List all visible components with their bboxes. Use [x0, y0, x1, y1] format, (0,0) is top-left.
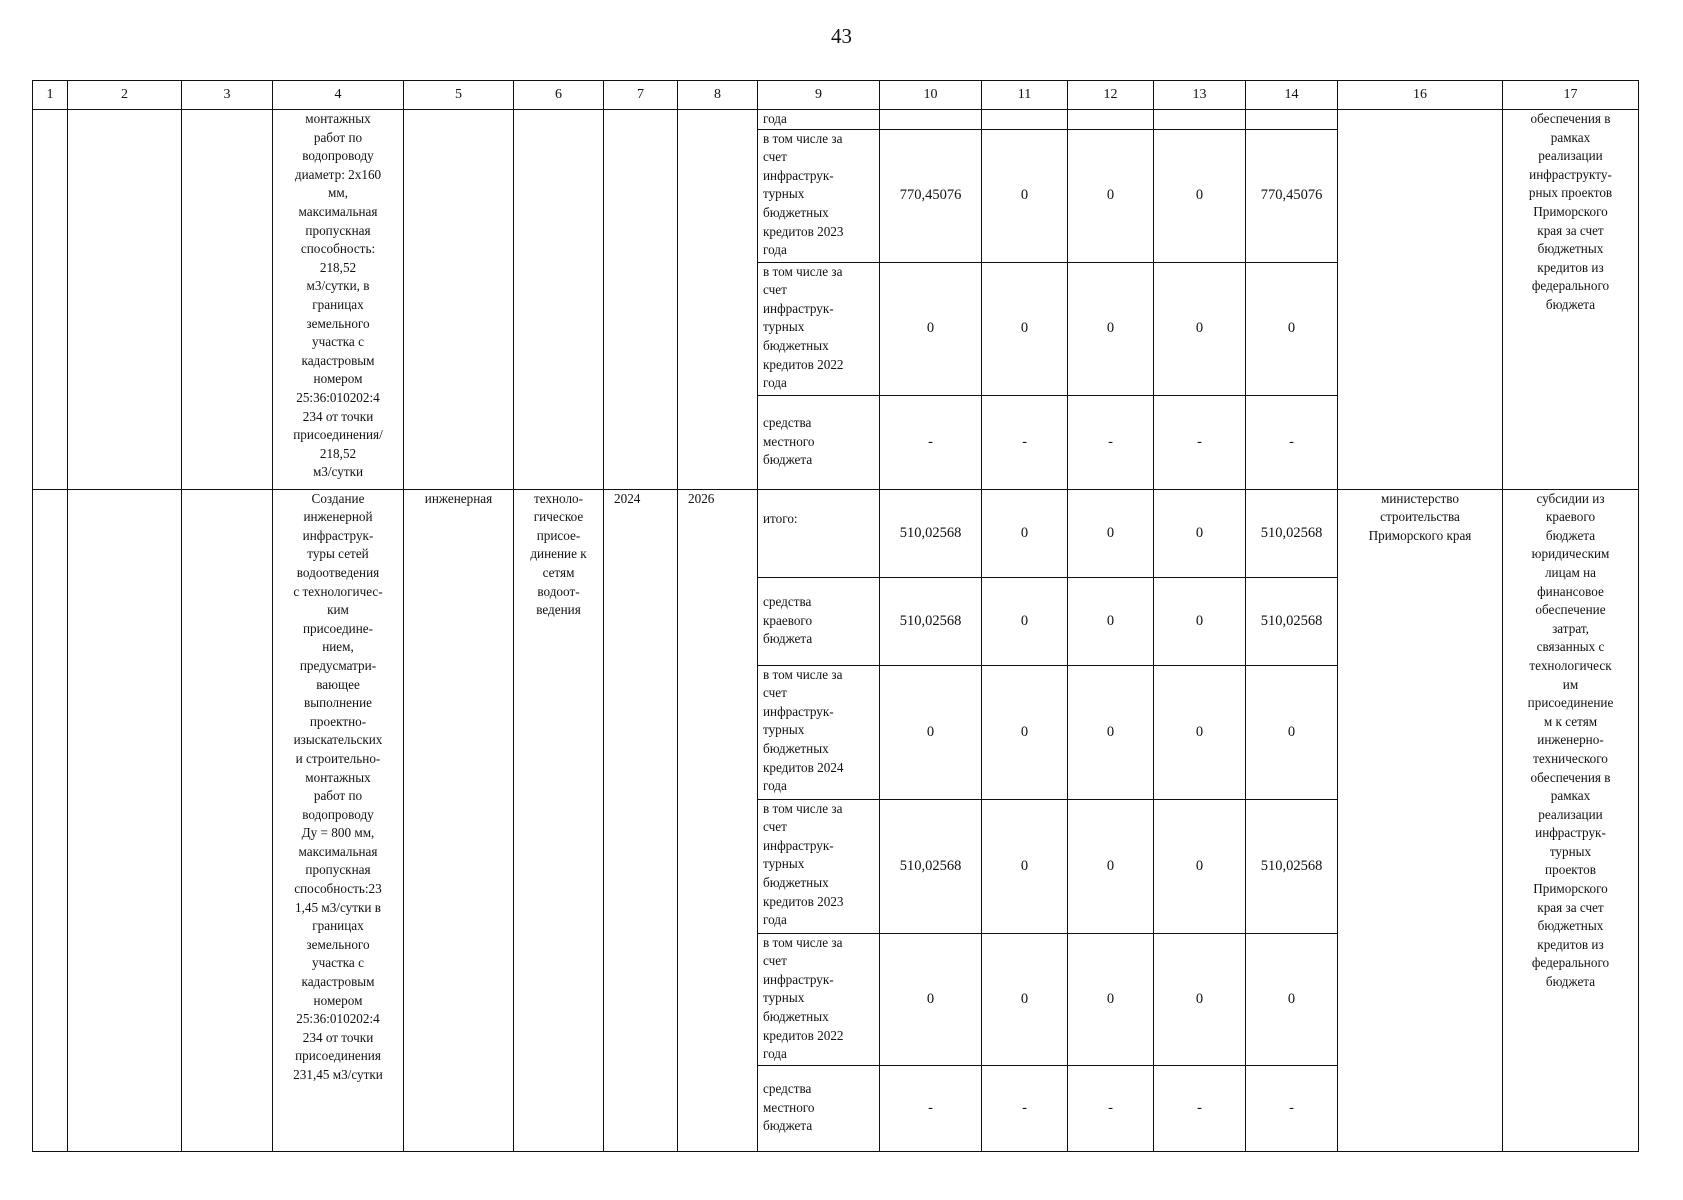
value-cell: - [1068, 1065, 1154, 1151]
value-cell: 0 [1154, 489, 1246, 577]
value-cell [1154, 110, 1246, 130]
funding-source-label: средства местного бюджета [758, 1065, 880, 1151]
year-start: 2024 [604, 489, 678, 1151]
value-cell [1068, 110, 1154, 130]
object-description: Создание инженерной инфраструк- туры сетей водоотведения с технологичес- ким присоедине- нием, предусматри- вающее выполнение проектно- изыскательских и строительно- монтажных работ по водопроводу Ду = 800 мм, максимальная пропускная способность:23 1,45 м3/сутки в границах земельного участка с кадастровым номером 25:36:010202:4 234 от точки присоединения 231,45 м3/сутки [273, 489, 404, 1151]
col2-cell [68, 110, 182, 490]
value-cell: - [982, 395, 1068, 489]
header-cell: 2 [68, 81, 182, 110]
header-cell: 3 [182, 81, 273, 110]
value-cell: 0 [880, 933, 982, 1065]
value-cell: 510,02568 [1246, 799, 1338, 933]
header-row [33, 81, 1639, 110]
funding-source-label: средства краевого бюджета [758, 577, 880, 665]
value-cell: 0 [1068, 665, 1154, 799]
value-cell: 510,02568 [880, 489, 982, 577]
value-cell: 0 [1154, 665, 1246, 799]
table-row [33, 110, 1639, 130]
funding-source-label: в том числе за счет инфраструк- турных бюджетных кредитов 2022 года [758, 262, 880, 395]
funding-source-label: итого: [758, 489, 880, 577]
object-type: инженерная [404, 489, 514, 1151]
funding-source-label: в том числе за счет инфраструк- турных бюджетных кредитов 2024 года [758, 665, 880, 799]
header-cell: 16 [1338, 81, 1503, 110]
header-cell: 10 [880, 81, 982, 110]
header-cell: 1 [33, 81, 68, 110]
header-cell: 12 [1068, 81, 1154, 110]
value-cell: 0 [1154, 799, 1246, 933]
value-cell: 0 [880, 665, 982, 799]
value-cell: 0 [982, 933, 1068, 1065]
purpose-description: обеспечения в рамках реализации инфраструкту- рных проектов Приморского края за счет бюджетных кредитов из федерального бюджета [1503, 110, 1639, 490]
col3-cell [182, 110, 273, 490]
header-cell: 11 [982, 81, 1068, 110]
value-cell: 0 [1154, 577, 1246, 665]
value-cell: 0 [982, 262, 1068, 395]
header-cell: 14 [1246, 81, 1338, 110]
value-cell: 0 [1068, 933, 1154, 1065]
value-cell: 770,45076 [1246, 129, 1338, 262]
header-cell: 7 [604, 81, 678, 110]
object-kind [514, 110, 604, 490]
value-cell: 0 [1068, 799, 1154, 933]
value-cell: - [880, 1065, 982, 1151]
value-cell: 0 [1154, 262, 1246, 395]
value-cell [880, 110, 982, 130]
value-cell: 0 [1068, 129, 1154, 262]
value-cell: 0 [1246, 262, 1338, 395]
funding-source-label: года [758, 110, 880, 130]
value-cell: 0 [1068, 262, 1154, 395]
year-end: 2026 [678, 489, 758, 1151]
page-number: 43 [831, 24, 852, 48]
value-cell: 770,45076 [880, 129, 982, 262]
object-description: монтажных работ по водопроводу диаметр: 2х160 мм, максимальная пропускная способность: 218,52 м3/сутки, в границах земельного участка с кадастровым номером 25:36:010202:4 234 от точки присоединения/ 218,52 м3/сутки [273, 110, 404, 490]
funding-source-label: средства местного бюджета [758, 395, 880, 489]
value-cell: 0 [982, 799, 1068, 933]
value-cell: - [1154, 1065, 1246, 1151]
value-cell: 0 [1154, 129, 1246, 262]
header-cell: 5 [404, 81, 514, 110]
purpose-description: субсидии из краевого бюджета юридическим лицам на финансовое обеспечение затрат, связанных с технологическ им присоединение м к сетям инженерно- технического обеспечения в рамках реализации инфраструк- турных проектов Приморского края за счет бюджетных кредитов из федерального бюджета [1503, 489, 1639, 1151]
value-cell: - [1246, 1065, 1338, 1151]
value-cell: - [982, 1065, 1068, 1151]
funding-source-label: в том числе за счет инфраструк- турных бюджетных кредитов 2023 года [758, 799, 880, 933]
value-cell [1246, 110, 1338, 130]
object-type [404, 110, 514, 490]
value-cell: 0 [1246, 933, 1338, 1065]
value-cell: 510,02568 [880, 577, 982, 665]
year-start [604, 110, 678, 490]
value-cell: 0 [1246, 665, 1338, 799]
funding-source-label: в том числе за счет инфраструк- турных бюджетных кредитов 2022 года [758, 933, 880, 1065]
col3-cell [182, 489, 273, 1151]
header-cell: 6 [514, 81, 604, 110]
budget-table [32, 80, 1639, 1152]
value-cell: 0 [982, 489, 1068, 577]
value-cell: 0 [1068, 489, 1154, 577]
value-cell: 510,02568 [880, 799, 982, 933]
header-cell: 13 [1154, 81, 1246, 110]
value-cell: 0 [982, 577, 1068, 665]
value-cell: 0 [982, 665, 1068, 799]
value-cell: 510,02568 [1246, 577, 1338, 665]
header-cell: 9 [758, 81, 880, 110]
col1-cell [33, 489, 68, 1151]
header-cell: 8 [678, 81, 758, 110]
executor: министерство строительства Приморского края [1338, 489, 1503, 1151]
header-cell: 4 [273, 81, 404, 110]
executor [1338, 110, 1503, 490]
object-kind: техноло- гическое присое- динение к сетям водоот- ведения [514, 489, 604, 1151]
col2-cell [68, 489, 182, 1151]
value-cell: 510,02568 [1246, 489, 1338, 577]
value-cell: - [880, 395, 982, 489]
value-cell: 0 [1068, 577, 1154, 665]
value-cell: - [1068, 395, 1154, 489]
header-cell: 17 [1503, 81, 1639, 110]
year-end [678, 110, 758, 490]
value-cell: 0 [982, 129, 1068, 262]
col1-cell [33, 110, 68, 490]
value-cell: - [1154, 395, 1246, 489]
value-cell: - [1246, 395, 1338, 489]
value-cell [982, 110, 1068, 130]
funding-source-label: в том числе за счет инфраструк- турных бюджетных кредитов 2023 года [758, 129, 880, 262]
table-row [33, 489, 1639, 577]
value-cell: 0 [1154, 933, 1246, 1065]
value-cell: 0 [880, 262, 982, 395]
